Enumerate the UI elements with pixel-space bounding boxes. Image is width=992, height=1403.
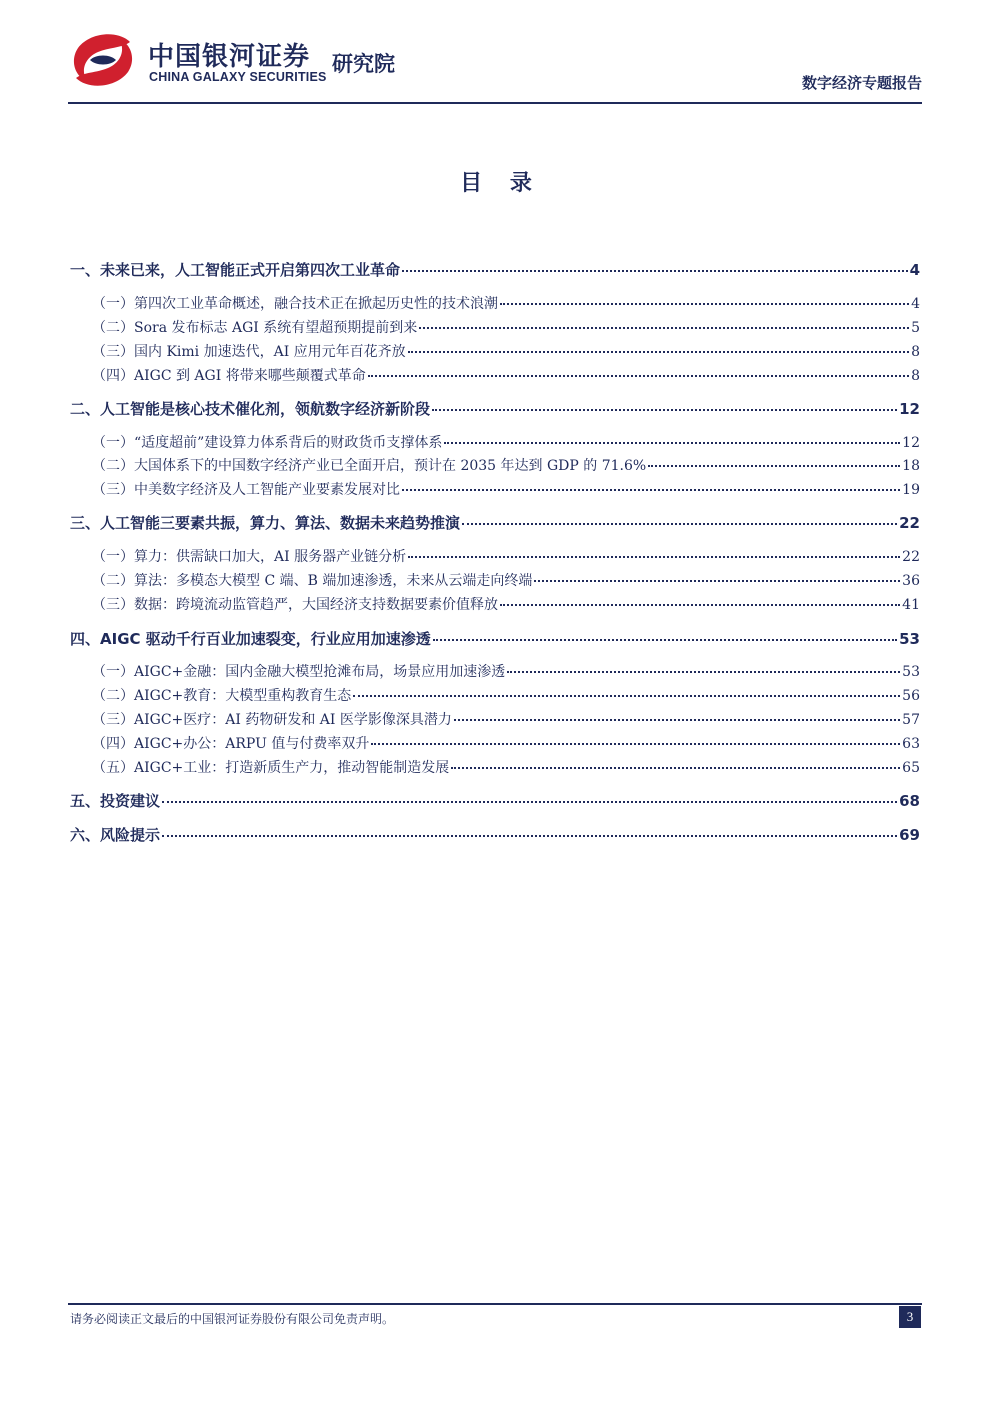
toc-entry-title: （三）中美数字经济及人工智能产业要素发展对比 <box>92 482 400 498</box>
toc-section-entry[interactable] <box>70 341 920 361</box>
toc-section-entry[interactable] <box>70 685 920 705</box>
toc-page-number: 69 <box>899 826 920 844</box>
toc-chapter-entry[interactable] <box>70 512 920 533</box>
report-type-label: 数字经济专题报告 <box>801 74 922 92</box>
toc-page-number: 4 <box>911 296 920 312</box>
toc-section-entry[interactable] <box>70 733 920 753</box>
toc-page-number: 53 <box>899 630 920 648</box>
footer-divider <box>68 1303 922 1305</box>
toc-entry-title: （三）AIGC+医疗：AI 药物研发和 AI 医学影像深具潜力 <box>92 712 452 728</box>
company-name-cn: 中国银河证券 <box>148 42 311 72</box>
toc-entry-title: （二）大国体系下的中国数字经济产业已全面开启，预计在 2035 年达到 GDP 的 71.6% <box>92 458 647 474</box>
toc-section-entry[interactable] <box>70 455 920 475</box>
footer-disclaimer: 请务必阅读正文最后的中国银河证券股份有限公司免责声明。 <box>70 1312 395 1326</box>
toc-section-entry[interactable] <box>70 432 920 452</box>
toc-section-entry[interactable] <box>70 546 920 566</box>
toc-leader-dots <box>462 523 897 525</box>
toc-leader-dots <box>419 327 909 329</box>
toc-entry-title: 四、AIGC 驱动千行百业加速裂变，行业应用加速渗透 <box>70 630 431 648</box>
toc-leader-dots <box>534 580 900 582</box>
toc-section-entry[interactable] <box>70 709 920 729</box>
toc-page-number: 68 <box>899 792 920 810</box>
toc-page-number: 18 <box>902 458 920 474</box>
toc-entry-title: 三、人工智能三要素共振，算力、算法、数据未来趋势推演 <box>70 514 461 532</box>
toc-section-entry[interactable] <box>70 661 920 681</box>
toc-page-number: 41 <box>902 597 920 613</box>
toc-entry-title: （五）AIGC+工业：打造新质生产力，推动智能制造发展 <box>92 760 450 776</box>
toc-section-entry[interactable] <box>70 479 920 499</box>
toc-page-number: 4 <box>909 261 920 279</box>
toc-chapter-entry[interactable] <box>70 824 920 845</box>
toc-leader-dots <box>500 303 909 305</box>
toc-section-entry[interactable] <box>70 570 920 590</box>
toc-entry-title: （一）第四次工业革命概述，融合技术正在掀起历史性的技术浪潮 <box>92 296 498 312</box>
toc-leader-dots <box>432 409 897 411</box>
toc-leader-dots <box>444 442 900 444</box>
galaxy-swirl-icon <box>68 30 138 90</box>
institute-label: 研究院 <box>332 52 395 76</box>
toc-leader-dots <box>454 719 900 721</box>
toc-page-number: 12 <box>899 400 920 418</box>
company-name-en: CHINA GALAXY SECURITIES <box>149 70 327 84</box>
toc-page-number: 53 <box>902 664 920 680</box>
toc-page-number: 5 <box>911 320 920 336</box>
toc-leader-dots <box>648 465 900 467</box>
toc-page-number: 12 <box>902 435 920 451</box>
toc-section-entry[interactable] <box>70 317 920 337</box>
toc-entry-title: （四）AIGC+办公：ARPU 值与付费率双升 <box>92 736 370 752</box>
toc-page-number: 8 <box>911 368 920 384</box>
toc-entry-title: 六、风险提示 <box>70 826 161 844</box>
toc-page-number: 8 <box>911 344 920 360</box>
toc-section-entry[interactable] <box>70 293 920 313</box>
toc-leader-dots <box>402 270 908 272</box>
toc-chapter-entry[interactable] <box>70 628 920 649</box>
toc-leader-dots <box>500 604 900 606</box>
toc-page-number: 22 <box>902 549 920 565</box>
toc-leader-dots <box>368 375 909 377</box>
toc-entry-title: （二）Sora 发布标志 AGI 系统有望超预期提前到来 <box>92 320 418 336</box>
toc-leader-dots <box>371 743 900 745</box>
toc-leader-dots <box>353 695 900 697</box>
toc-entry-title: （三）数据：跨境流动监管趋严，大国经济支持数据要素价值释放 <box>92 597 498 613</box>
header-divider <box>68 102 922 104</box>
toc-leader-dots <box>162 835 897 837</box>
toc-entry-title: （二）AIGC+教育：大模型重构教育生态 <box>92 688 352 704</box>
toc-page-number: 56 <box>902 688 920 704</box>
toc-entry-title: （四）AIGC 到 AGI 将带来哪些颠覆式革命 <box>92 368 366 384</box>
toc-page-number: 36 <box>902 573 920 589</box>
toc-leader-dots <box>433 639 897 641</box>
toc-section-entry[interactable] <box>70 365 920 385</box>
toc-leader-dots <box>408 351 909 353</box>
toc-page-number: 63 <box>902 736 920 752</box>
toc-entry-title: （一）算力：供需缺口加大，AI 服务器产业链分析 <box>92 549 407 565</box>
toc-page-number: 65 <box>902 760 920 776</box>
toc-page-number: 19 <box>902 482 920 498</box>
toc-entry-title: （一）“适度超前”建设算力体系背后的财政货币支撑体系 <box>92 435 443 451</box>
toc-section-entry[interactable] <box>70 757 920 777</box>
toc-chapter-entry[interactable] <box>70 398 920 419</box>
toc-leader-dots <box>451 767 900 769</box>
toc-section-entry[interactable] <box>70 594 920 614</box>
toc-entry-title: 二、人工智能是核心技术催化剂，领航数字经济新阶段 <box>70 400 431 418</box>
toc-leader-dots <box>402 489 900 491</box>
page-header <box>0 0 992 104</box>
toc-entry-title: （一）AIGC+金融：国内金融大模型抢滩布局，场景应用加速渗透 <box>92 664 506 680</box>
toc-entry-title: 五、投资建议 <box>70 792 161 810</box>
toc-leader-dots <box>507 671 900 673</box>
toc-entry-title: （三）国内 Kimi 加速迭代，AI 应用元年百花齐放 <box>92 344 406 360</box>
toc-entry-title: （二）算法：多模态大模型 C 端、B 端加速渗透，未来从云端走向终端 <box>92 573 533 589</box>
toc-page-number: 57 <box>902 712 920 728</box>
toc-chapter-entry[interactable] <box>70 790 920 811</box>
toc-title: 目 录 <box>460 171 542 196</box>
page-number-badge: 3 <box>899 1306 921 1328</box>
toc-leader-dots <box>162 801 897 803</box>
toc-entry-title: 一、未来已来，人工智能正式开启第四次工业革命 <box>70 261 401 279</box>
toc-chapter-entry[interactable] <box>70 259 920 280</box>
toc-leader-dots <box>408 556 900 558</box>
toc-page-number: 22 <box>899 514 920 532</box>
